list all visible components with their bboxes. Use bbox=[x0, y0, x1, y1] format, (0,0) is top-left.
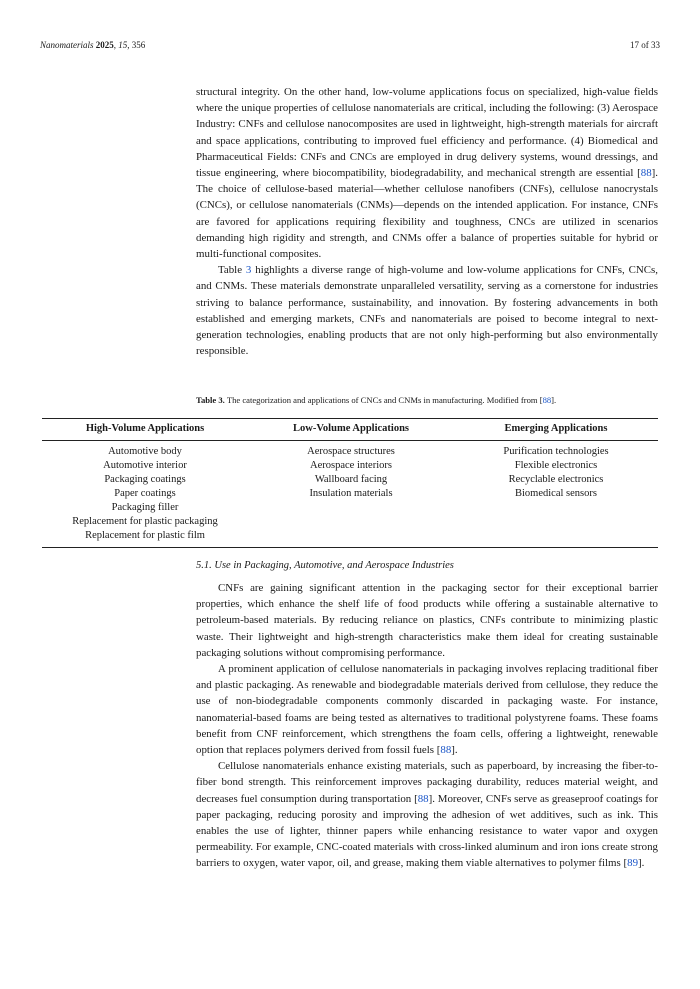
table-cell: Aerospace interiors bbox=[310, 460, 392, 471]
table-cell: Wallboard facing bbox=[314, 474, 388, 485]
table-cell: Purification technologies bbox=[503, 446, 609, 457]
running-header bbox=[40, 40, 660, 54]
table-row bbox=[42, 515, 658, 529]
table-cell bbox=[454, 515, 658, 529]
paragraph-text: A prominent application of cellulose nanomaterials in packaging involves replacing traditional fiber and plastic packaging. As renewable and biodegradable materials derived from cellulose, they reduce the use of non-biodegradable components commonly discarded in packaging waste. For instance, nanomaterial-based foams are being tested as alternatives to traditional polystyrene foams. These foams benefit from CNF reinforcement, which strengthens the foam cells, offering a lightweight, renewable option that replaces polymers derived from fossil fuels [ bbox=[196, 663, 658, 757]
paragraph-table-intro bbox=[196, 262, 658, 359]
table-row bbox=[42, 501, 658, 515]
paragraph-text: CNFs are gaining significant attention in the packaging sector for their exceptional barrier properties, which enhance the shelf life of food products while offering a sustainable alternative to petroleum-based materials. By reducing reliance on plastics, CNFs contribute to minimizing plastic waste. Their lightweight and high-strength characteristics make them ideal for creating sustainable packaging solutions without compromising performance. bbox=[196, 582, 658, 659]
intro-block bbox=[196, 84, 658, 359]
paragraph-text: ]. bbox=[638, 857, 645, 870]
table-cell: Aerospace structures bbox=[307, 446, 395, 457]
section-5-1 bbox=[196, 560, 658, 571]
paragraph-text: ]. Moreover, CNFs serve as greaseproof coatings for paper packaging, reducing porosity and improving the adhesion of wet additives, such as ink. This enables the use of lighter, thinner papers while enhancing resistance to water vapor and oxygen permeability. For example, CNC-coated materials with cross-linked aluminum and iron ions create strong barriers to oxygen, water vapor, oil, and grease, making them viable alternatives to polymer films [ bbox=[196, 792, 658, 870]
paragraph-replacing-packaging bbox=[196, 661, 658, 758]
table-row bbox=[42, 529, 658, 548]
section-heading: 5.1. Use in Packaging, Automotive, and Aerospace Industries bbox=[196, 560, 454, 571]
paragraph-text: highlights a diverse range of high-volume and low-volume applications for CNFs, CNCs, and CNMs. These materials demonstrate unparalleled versatility, serving as a cornerstone for industries striving to balance performance, sustainability, and innovation. By fostering advancements in both established and emerging markets, CNFs and nanomaterials are poised to become integral to next-generation technologies, enabling products that are not only high-performing but also environmentally responsible. bbox=[196, 264, 658, 358]
table-cell: Insulation materials bbox=[309, 488, 393, 499]
table-row bbox=[42, 487, 658, 501]
section-body bbox=[196, 580, 658, 872]
table-cell: Recyclable electronics bbox=[508, 474, 604, 485]
paragraph-applications bbox=[196, 84, 658, 262]
applications-table bbox=[42, 418, 658, 548]
table-cell: Paper coatings bbox=[114, 488, 176, 499]
paragraph-text: Cellulose nanomaterials enhance existing materials, such as paperboard, by increasing the fiber-to-fiber bond strength. This reinforcement improves packaging durability, reduces material weight, and decreases fuel consumption during transportation [ bbox=[196, 760, 658, 805]
table-cell: Replacement for plastic film bbox=[42, 529, 248, 548]
paragraph-barrier-properties bbox=[196, 580, 658, 661]
table-cell: Flexible electronics bbox=[514, 460, 598, 471]
table-cell: Automotive interior bbox=[103, 460, 187, 471]
article-number: 356 bbox=[131, 40, 146, 50]
citation-link[interactable]: 89 bbox=[627, 857, 639, 870]
table-cell: Replacement for plastic packaging bbox=[72, 516, 218, 527]
column-header-low-volume: Low-Volume Applications bbox=[248, 419, 454, 441]
table-row bbox=[42, 441, 658, 460]
journal-citation: Nanomaterials 2025, 15, 356 bbox=[40, 40, 146, 50]
table-cell: Packaging filler bbox=[111, 502, 179, 513]
table-cell: Automotive body bbox=[108, 446, 182, 457]
citation-link[interactable]: 88 bbox=[640, 167, 652, 180]
caption-label: Table 3. bbox=[196, 395, 225, 405]
table-cell bbox=[248, 501, 454, 515]
column-header-emerging: Emerging Applications bbox=[454, 419, 658, 441]
table-row bbox=[42, 459, 658, 473]
paragraph-text: Table bbox=[218, 264, 246, 277]
table-row bbox=[42, 473, 658, 487]
paragraph-text: ]. The choice of cellulose-based material—whether cellulose nanofibers (CNFs), cellulose nanocrystals (CNCs), or cellulose nanomaterials (CNMs)—depends on the intended application. For instance, CNFs are favored for applications requiring flexibility and toughness, CNCs are utilized in scenarios demanding high rigidity and strength, and CNMs offer a balance of properties suitable for hybrid or multi-functional composites. bbox=[196, 167, 658, 261]
paragraph-paperboard bbox=[196, 758, 658, 871]
paragraph-text: structural integrity. On the other hand, low-volume applications focus on specialized, high-value fields where the unique properties of cellulose nanomaterials are critical, including the following: (3) Aerospace Industry: CNFs and cellulose nanocomposites are used in lightweight, high-strength materials for aircraft and space applications, contributing to improved fuel efficiency and performance. (4) Biomedical and Pharmaceutical Fields: CNFs and CNCs are employed in drug delivery systems, wound dressings, and tissue engineering, where biocompatibility, biodegradability, and mechanical strength are essential [ bbox=[196, 86, 658, 180]
column-header-high-volume: High-Volume Applications bbox=[42, 419, 248, 441]
table-header-row bbox=[42, 419, 658, 441]
table-cell bbox=[248, 529, 454, 548]
journal-volume: 15 bbox=[118, 40, 128, 50]
citation-link[interactable]: 88 bbox=[417, 792, 429, 805]
table-cell: Packaging coatings bbox=[104, 474, 186, 485]
caption-text: The categorization and applications of CNCs and CNMs in manufacturing. Modified from [ bbox=[224, 395, 543, 405]
table-cell: Biomedical sensors bbox=[515, 488, 597, 499]
caption-end: ]. bbox=[551, 395, 557, 405]
journal-year: 2025 bbox=[95, 40, 114, 50]
paragraph-text: ]. bbox=[451, 744, 458, 757]
page-number: 17 of 33 bbox=[630, 40, 660, 50]
table-caption bbox=[196, 394, 658, 406]
table-reference-link[interactable]: 3 bbox=[245, 264, 252, 277]
citation-link[interactable]: 88 bbox=[440, 744, 452, 757]
table-cell bbox=[454, 501, 658, 515]
table-cell bbox=[454, 529, 658, 548]
table-cell bbox=[248, 515, 454, 529]
journal-name: Nanomaterials bbox=[40, 40, 94, 50]
citation-link[interactable]: 88 bbox=[542, 395, 552, 405]
